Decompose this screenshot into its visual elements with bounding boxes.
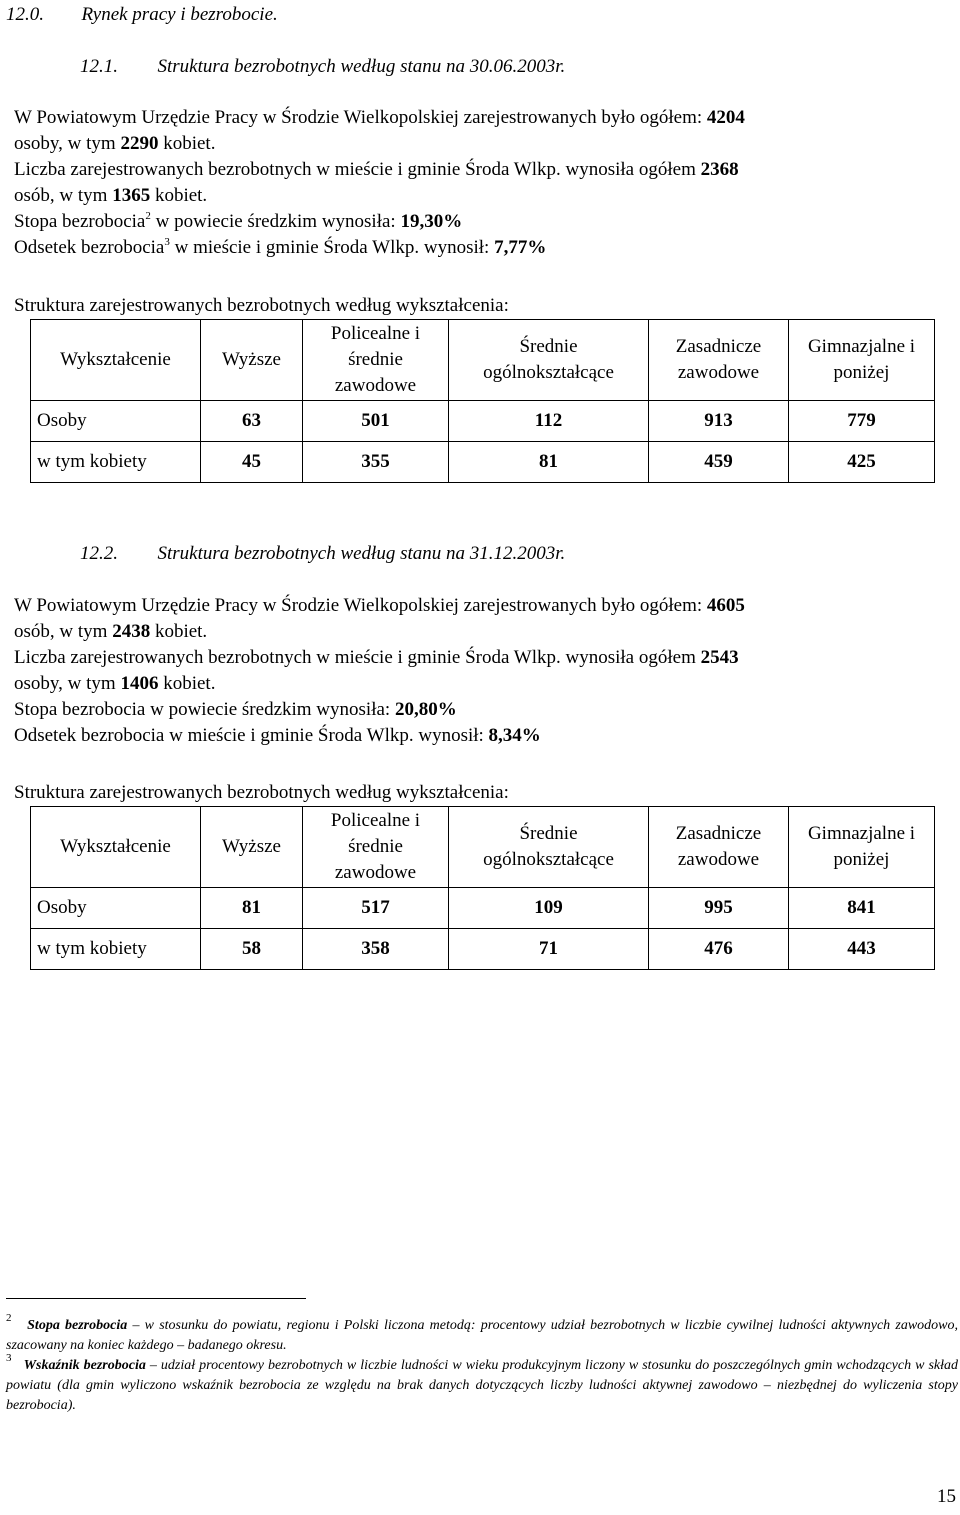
section2-table-caption: Struktura zarejestrowanych bezrobotnych według wykształcenia: bbox=[14, 782, 509, 803]
section2-line3 bbox=[14, 645, 954, 671]
table-cell: 81 bbox=[449, 442, 649, 483]
text: W Powiatowym Urzędzie Pracy w Środzie Wielkopolskiej zarejestrowanych było ogółem: bbox=[14, 107, 707, 128]
section1-title: Struktura bezrobotnych według stanu na 30.06.2003r. bbox=[157, 56, 566, 77]
table-cell: 358 bbox=[303, 929, 449, 970]
table-row bbox=[31, 442, 935, 483]
footnote-mark: 2 bbox=[6, 1312, 12, 1324]
header-text: Gimnazjalne i poniżej bbox=[807, 336, 916, 383]
table-cell: 459 bbox=[649, 442, 789, 483]
header-text: Zasadnicze zawodowe bbox=[675, 823, 762, 870]
value-rate: 19,30% bbox=[400, 211, 463, 232]
section1-text bbox=[14, 105, 954, 261]
table-header-row bbox=[31, 807, 935, 888]
value-total: 4204 bbox=[706, 107, 745, 128]
text: Odsetek bezrobocia w mieście i gminie Środa Wlkp. wynosił: bbox=[14, 725, 489, 746]
section1-heading bbox=[80, 54, 565, 80]
table-cell: 63 bbox=[201, 401, 303, 442]
table-cell: 81 bbox=[201, 888, 303, 929]
footnote-term: Wskaźnik bezrobocia bbox=[23, 1358, 146, 1373]
value-city-total: 2368 bbox=[700, 159, 739, 180]
header-cell: Wykształcenie bbox=[31, 807, 201, 888]
section1-number: 12.1. bbox=[80, 56, 118, 77]
header-cell: Wykształcenie bbox=[31, 320, 201, 401]
header-text: Średnie ogólnokształcące bbox=[483, 336, 614, 383]
header-text: Zasadnicze zawodowe bbox=[675, 336, 762, 383]
section2-line1 bbox=[14, 593, 954, 619]
section2-line2 bbox=[14, 619, 954, 645]
text: W Powiatowym Urzędzie Pracy w Środzie Wielkopolskiej zarejestrowanych było ogółem: bbox=[14, 595, 707, 616]
text: kobiet. bbox=[150, 621, 208, 642]
value-percent: 7,77% bbox=[494, 237, 547, 258]
footnote-text: – udział procentowy bezrobotnych w liczbie ludności w wieku produkcyjnym liczony w stosunku do poszczególnych gmin wchodzących w skład powiatu (dla gmin wyliczono wskaźnik bezrobocia ze względu na brak danych dotyczących liczby ludności aktywnej zawodowo – niezbędnej do wyliczenia stopy bezrobocia). bbox=[6, 1358, 959, 1413]
header-cell bbox=[649, 807, 789, 888]
section2-line6 bbox=[14, 723, 954, 749]
text: osób, w tym bbox=[14, 621, 113, 642]
section1-line1 bbox=[14, 105, 954, 131]
value-women: 2438 bbox=[112, 621, 151, 642]
section2-text bbox=[14, 593, 954, 749]
footnote-term: Stopa bezrobocia bbox=[27, 1318, 128, 1333]
text: Liczba zarejestrowanych bezrobotnych w mieście i gminie Środa Wlkp. wynosiła ogółem bbox=[14, 647, 701, 668]
table-cell: 425 bbox=[789, 442, 935, 483]
table-cell: 45 bbox=[201, 442, 303, 483]
table-cell: 779 bbox=[789, 401, 935, 442]
main-heading-title: Rynek pracy i bezrobocie. bbox=[81, 4, 278, 25]
footnote-mark: 3 bbox=[6, 1352, 12, 1364]
row-label: w tym kobiety bbox=[31, 442, 201, 483]
row-label: Osoby bbox=[31, 888, 201, 929]
header-cell bbox=[789, 320, 935, 401]
text: kobiet. bbox=[158, 133, 216, 154]
section1-table bbox=[30, 319, 935, 483]
section2-heading bbox=[80, 541, 565, 567]
table-cell: 841 bbox=[789, 888, 935, 929]
table-cell: 995 bbox=[649, 888, 789, 929]
footnote-ref: 3 bbox=[164, 236, 170, 248]
section2-line4 bbox=[14, 671, 954, 697]
header-text: Gimnazjalne i poniżej bbox=[807, 823, 916, 870]
value-city-women: 1365 bbox=[112, 185, 151, 206]
value-rate: 20,80% bbox=[394, 699, 457, 720]
text: Stopa bezrobocia bbox=[14, 211, 146, 232]
table-cell: 517 bbox=[303, 888, 449, 929]
header-cell bbox=[449, 320, 649, 401]
table-cell: 443 bbox=[789, 929, 935, 970]
header-text: Policealne i średnie zawodowe bbox=[330, 323, 421, 396]
value-percent: 8,34% bbox=[488, 725, 541, 746]
footnote-3 bbox=[6, 1352, 959, 1416]
header-cell: Wyższe bbox=[201, 320, 303, 401]
table-cell: 476 bbox=[649, 929, 789, 970]
text: osoby, w tym bbox=[14, 133, 121, 154]
section1-line2 bbox=[14, 131, 954, 157]
table-row bbox=[31, 401, 935, 442]
main-heading-number: 12.0. bbox=[6, 4, 44, 25]
table-cell: 112 bbox=[449, 401, 649, 442]
text: kobiet. bbox=[150, 185, 208, 206]
main-heading bbox=[6, 2, 278, 28]
value-total: 4605 bbox=[706, 595, 745, 616]
header-cell bbox=[789, 807, 935, 888]
value-women: 2290 bbox=[120, 133, 159, 154]
table-cell: 355 bbox=[303, 442, 449, 483]
section1-line4 bbox=[14, 183, 954, 209]
section2-title: Struktura bezrobotnych według stanu na 31.12.2003r. bbox=[157, 543, 566, 564]
header-cell bbox=[449, 807, 649, 888]
header-cell bbox=[303, 320, 449, 401]
footnote-2 bbox=[6, 1312, 959, 1356]
row-label: Osoby bbox=[31, 401, 201, 442]
table-cell: 913 bbox=[649, 401, 789, 442]
table-cell: 58 bbox=[201, 929, 303, 970]
section1-line3 bbox=[14, 157, 954, 183]
text: kobiet. bbox=[158, 673, 216, 694]
table-row bbox=[31, 929, 935, 970]
table-cell: 501 bbox=[303, 401, 449, 442]
row-label: w tym kobiety bbox=[31, 929, 201, 970]
footnote-ref: 2 bbox=[145, 210, 151, 222]
header-text: Średnie ogólnokształcące bbox=[483, 823, 614, 870]
text: osób, w tym bbox=[14, 185, 113, 206]
section1-line5 bbox=[14, 209, 954, 235]
header-cell bbox=[649, 320, 789, 401]
footnote-text: – w stosunku do powiatu, regionu i Polski liczona metodą: procentowy udział bezrobotnych w liczbie cywilnej ludności aktywnych zawodowo, szacowany na koniec każdego – badanego okresu. bbox=[6, 1318, 959, 1353]
value-city-women: 1406 bbox=[120, 673, 159, 694]
text: Stopa bezrobocia w powiecie średzkim wynosiła: bbox=[14, 699, 395, 720]
page-number: 15 bbox=[937, 1486, 956, 1507]
table-cell: 109 bbox=[449, 888, 649, 929]
table-header-row bbox=[31, 320, 935, 401]
header-cell bbox=[303, 807, 449, 888]
footnote-separator bbox=[6, 1298, 306, 1299]
value-city-total: 2543 bbox=[700, 647, 739, 668]
header-text: Policealne i średnie zawodowe bbox=[330, 810, 421, 883]
text: Liczba zarejestrowanych bezrobotnych w mieście i gminie Środa Wlkp. wynosiła ogółem bbox=[14, 159, 701, 180]
text: w powiecie średzkim wynosiła: bbox=[150, 211, 401, 232]
text: w mieście i gminie Środa Wlkp. wynosił: bbox=[169, 237, 495, 258]
text: Odsetek bezrobocia bbox=[14, 237, 165, 258]
section2-line5 bbox=[14, 697, 954, 723]
section2-number: 12.2. bbox=[80, 543, 118, 564]
section1-table-caption: Struktura zarejestrowanych bezrobotnych według wykształcenia: bbox=[14, 295, 509, 316]
footnotes bbox=[6, 1312, 959, 1416]
text: osoby, w tym bbox=[14, 673, 121, 694]
header-cell: Wyższe bbox=[201, 807, 303, 888]
table-row bbox=[31, 888, 935, 929]
section2-table bbox=[30, 806, 935, 970]
table-cell: 71 bbox=[449, 929, 649, 970]
section1-line6 bbox=[14, 235, 954, 261]
